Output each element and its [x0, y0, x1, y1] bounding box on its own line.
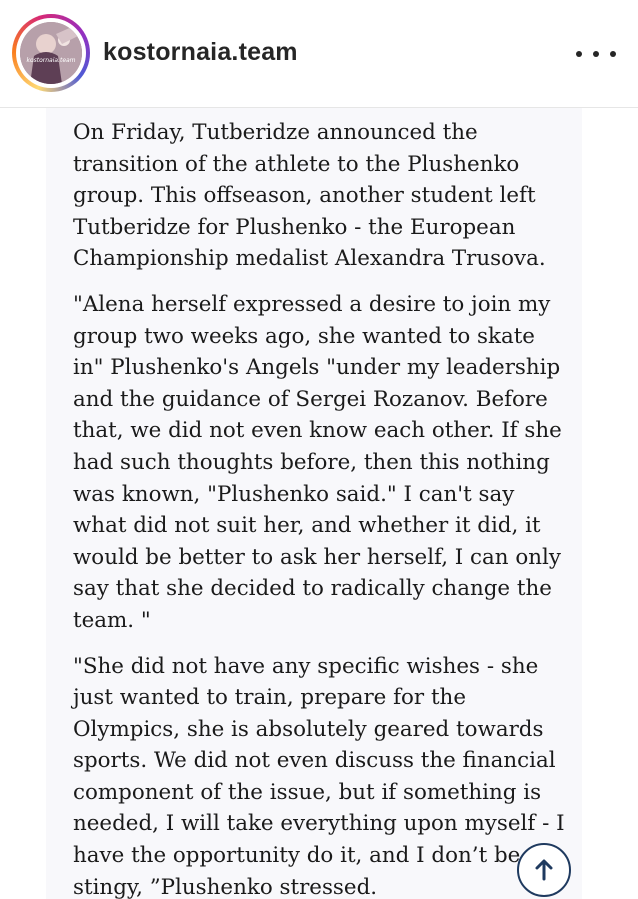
more-horizontal-icon	[576, 51, 582, 57]
article-paragraph: On Friday, Tutberidze announced the transition of the athlete to the Plushenko group. This offseason, another student left Tutberidze for Plushenko - the European Championship medalist Alexandra Trusova.	[73, 120, 546, 272]
arrow-up-icon	[531, 857, 557, 883]
profile-avatar[interactable]	[20, 22, 82, 84]
article-paragraph: "She did not have any specific wishes - she just wanted to train, prepare for the Olympics, she is absolutely geared towards sports. We did not even discuss the financial component of the issue, but if something is needed, I will take everything upon myself - I have the opportunity do it, and I don’t be stingy, ”Plushenko stressed.	[73, 653, 565, 899]
article-text	[73, 117, 568, 899]
avatar-photo	[20, 22, 82, 84]
more-options-button[interactable]	[576, 44, 616, 64]
account-username[interactable]: kostornaia.team	[103, 38, 298, 66]
avatar-watermark: kostornaia.team	[26, 57, 76, 64]
article-paragraph: "Alena herself expressed a desire to join my group two weeks ago, she wanted to skate in" Plushenko's Angels "under my leadership and the guidance of Sergei Rozanov. Before that, we did not even know each other. If she had such thoughts before, then this nothing was known, "Plushenko said." I can't say what did not suit her, and whether it did, it would be better to ask her herself, I can only say that she decided to radically change the team. "	[73, 291, 562, 633]
profile-avatar-ring[interactable]	[12, 14, 90, 92]
post-header	[0, 0, 638, 108]
scroll-to-top-button[interactable]	[517, 843, 571, 897]
